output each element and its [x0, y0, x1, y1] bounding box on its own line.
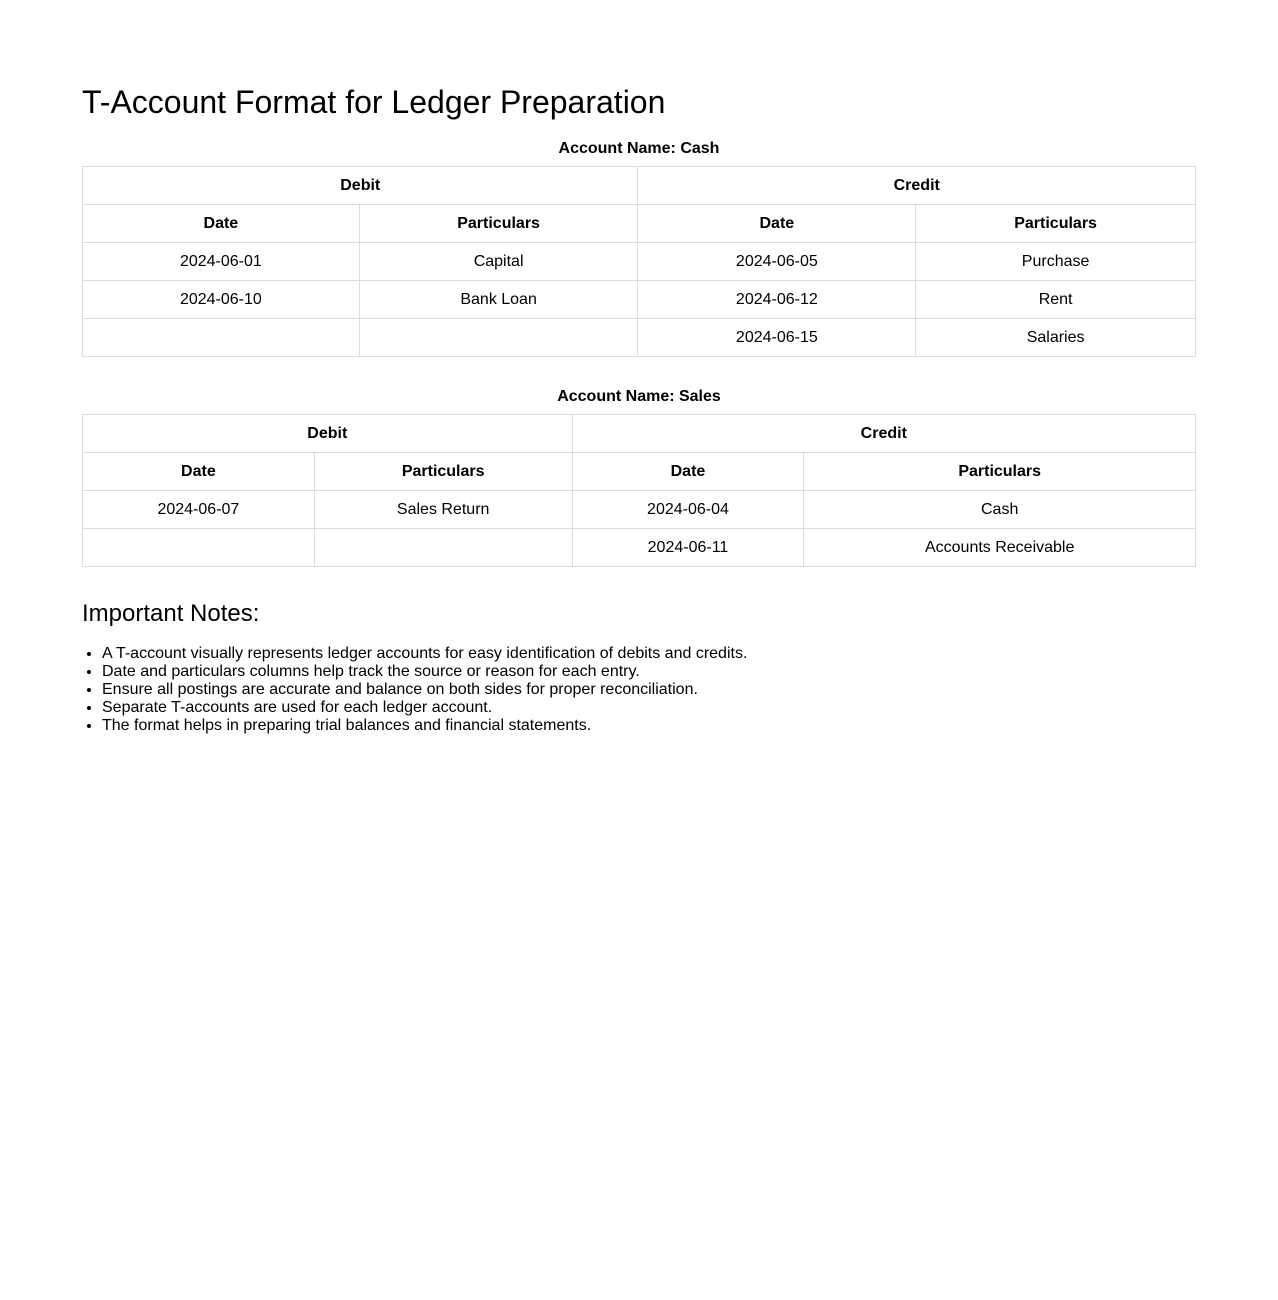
credit-particulars-cell: Accounts Receivable — [804, 529, 1196, 567]
column-header-row — [83, 205, 1196, 243]
debit-date-cell: 2024-06-10 — [83, 281, 360, 319]
column-header-debit-particulars: Particulars — [314, 453, 572, 491]
credit-header: Credit — [572, 415, 1195, 453]
column-header-credit-particulars: Particulars — [916, 205, 1196, 243]
debit-date-cell: 2024-06-01 — [83, 243, 360, 281]
table-row — [83, 281, 1196, 319]
credit-date-cell: 2024-06-04 — [572, 491, 804, 529]
credit-particulars-cell: Cash — [804, 491, 1196, 529]
credit-particulars-cell: Purchase — [916, 243, 1196, 281]
column-header-debit-particulars: Particulars — [359, 205, 638, 243]
debit-particulars-cell — [314, 529, 572, 567]
column-header-credit-date: Date — [638, 205, 916, 243]
debit-particulars-cell: Capital — [359, 243, 638, 281]
list-item: • Ensure all postings are accurate and balance on both sides for proper reconciliation. — [102, 681, 1196, 699]
list-item: • The format helps in preparing trial balances and financial statements. — [102, 717, 1196, 735]
column-header-row — [83, 453, 1196, 491]
column-header-credit-date: Date — [572, 453, 804, 491]
table-row — [83, 319, 1196, 357]
debit-date-cell — [83, 529, 315, 567]
page-title: T-Account Format for Ledger Preparation — [82, 84, 666, 120]
account-title-sales: Account Name: Sales — [557, 388, 721, 405]
side-header-row — [83, 167, 1196, 205]
t-account-sales — [82, 414, 1196, 567]
credit-date-cell: 2024-06-05 — [638, 243, 916, 281]
list-item: • A T-account visually represents ledger accounts for easy identification of debits and credits. — [102, 645, 1196, 663]
column-header-debit-date: Date — [83, 453, 315, 491]
t-account-cash — [82, 166, 1196, 357]
credit-date-cell: 2024-06-15 — [638, 319, 916, 357]
table-row — [83, 491, 1196, 529]
table-row — [83, 243, 1196, 281]
list-item: • Separate T-accounts are used for each ledger account. — [102, 699, 1196, 717]
debit-particulars-cell: Bank Loan — [359, 281, 638, 319]
debit-date-cell: 2024-06-07 — [83, 491, 315, 529]
credit-particulars-cell: Rent — [916, 281, 1196, 319]
debit-particulars-cell: Sales Return — [314, 491, 572, 529]
debit-particulars-cell — [359, 319, 638, 357]
debit-header: Debit — [83, 415, 573, 453]
credit-particulars-cell: Salaries — [916, 319, 1196, 357]
table-row — [83, 529, 1196, 567]
credit-header: Credit — [638, 167, 1196, 205]
notes-title: Important Notes: — [82, 600, 260, 627]
list-item: • Date and particulars columns help track the source or reason for each entry. — [102, 663, 1196, 681]
column-header-debit-date: Date — [83, 205, 360, 243]
debit-header: Debit — [83, 167, 638, 205]
credit-date-cell: 2024-06-12 — [638, 281, 916, 319]
side-header-row — [83, 415, 1196, 453]
account-title-cash: Account Name: Cash — [558, 140, 720, 157]
debit-date-cell — [83, 319, 360, 357]
column-header-credit-particulars: Particulars — [804, 453, 1196, 491]
notes-list — [82, 645, 1196, 735]
credit-date-cell: 2024-06-11 — [572, 529, 804, 567]
